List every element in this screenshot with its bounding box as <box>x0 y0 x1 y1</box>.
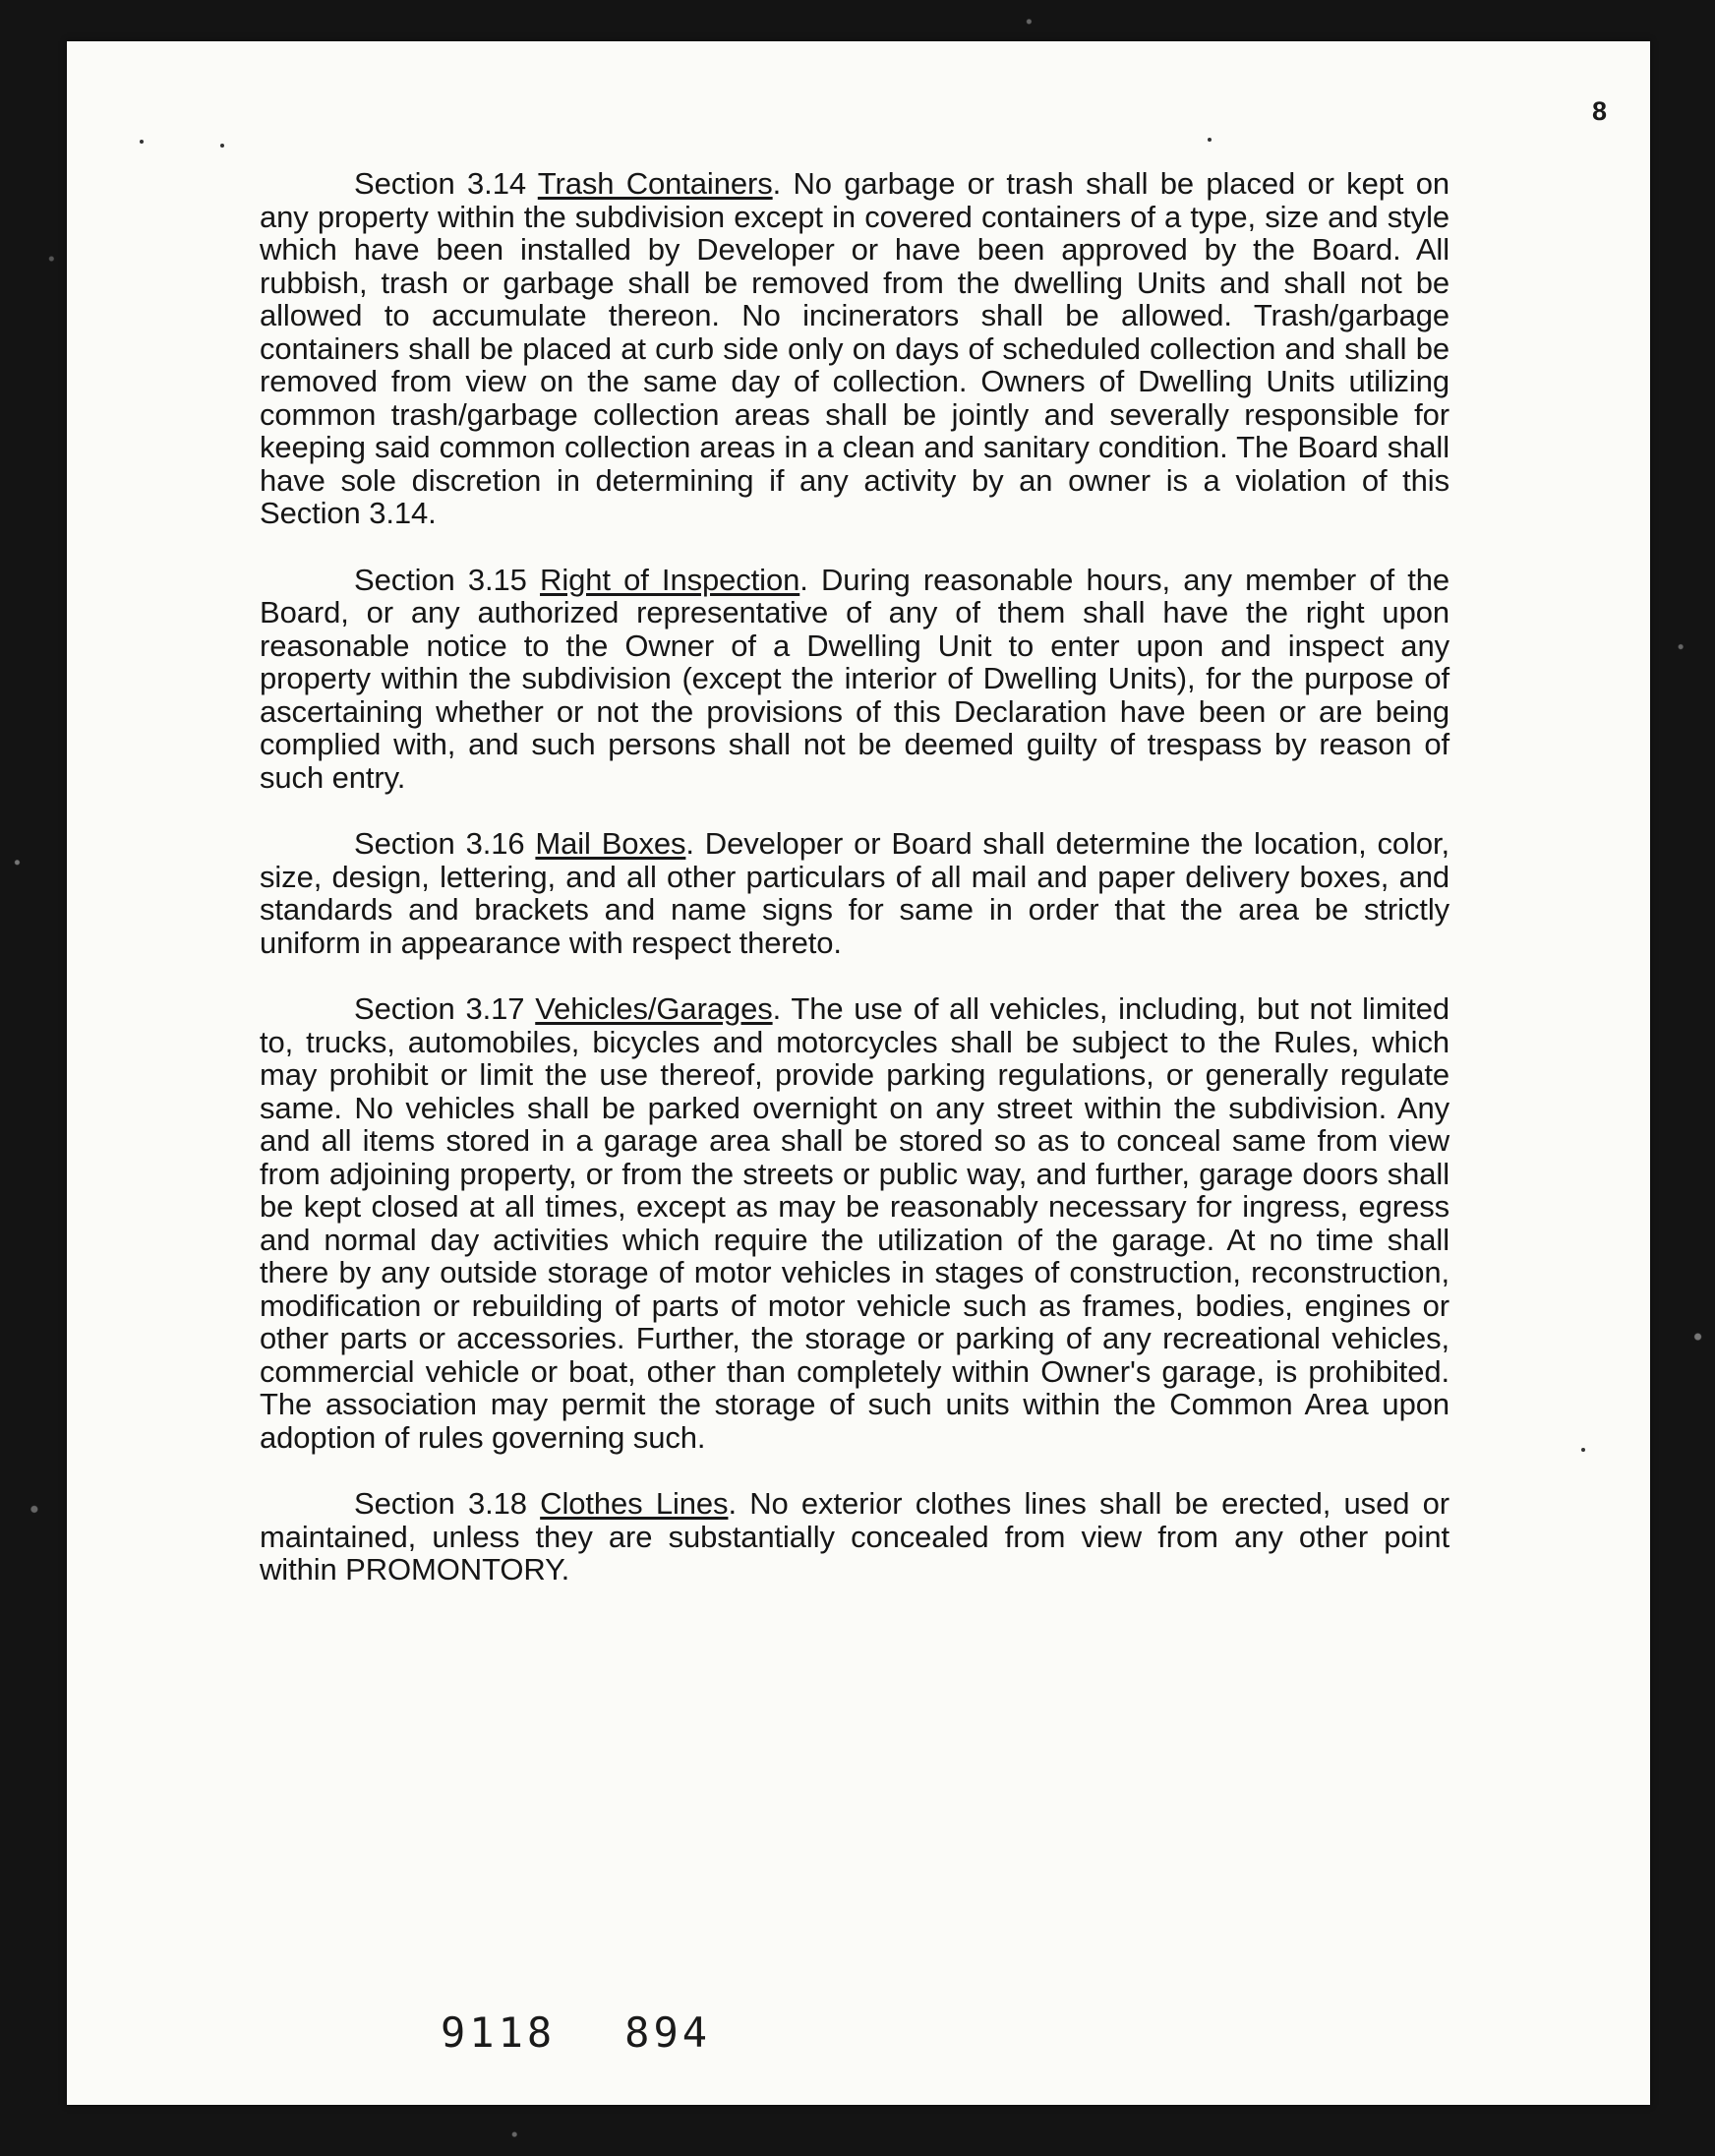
section-3-17: Section 3.17 Vehicles/Garages. The use of all vehicles, including, but not limited to, trucks, automobiles, bicycles and motorcycles shall be subject to the Rules, which may prohibit or limit the use thereof, provide parking regulations, or generally regulate same. No vehicles shall be parked overnight on any street within the subdivision. Any and all items stored in a garage area shall be stored so as to conceal same from view from adjoining property, or from the streets or public way, and further, garage doors shall be kept closed at all times, except as may be reasonably necessary for ingress, egress and normal day activities which require the utilization of the garage. At no time shall there by any outside storage of motor vehicles in stages of construction, reconstruction, modification or rebuilding of parts of motor vehicle such as frames, bodies, engines or other parts or accessories. Further, the storage or parking of any recreational vehicles, commercial vehicle or boat, other than completely within Owner's garage, is prohibited. The association may permit the storage of such units within the Common Area upon adoption of rules governing such. <box>260 991 1450 1455</box>
section-heading: Section 3.14 <box>354 166 526 201</box>
section-text: No exterior clothes lines shall be erected, used or maintained, unless they are substantially concealed from view from any other point within PROMONTORY. <box>260 1486 1449 1587</box>
document-code <box>441 2008 780 2057</box>
scan-speck <box>1208 138 1212 142</box>
section-title: Mail Boxes <box>535 826 686 861</box>
section-title: Right of Inspection <box>540 562 800 597</box>
scan-speck <box>140 140 144 144</box>
scan-speck <box>1581 1448 1585 1452</box>
document-code-left: 9118 <box>441 2008 557 2057</box>
document-page <box>67 41 1650 2105</box>
section-heading: Section 3.18 <box>354 1486 527 1521</box>
page-number: 8 <box>1591 96 1607 126</box>
section-3-14: Section 3.14 Trash Containers. No garbage or trash shall be placed or kept on any property within the subdivision except in covered containers of a type, size and style which have been installed by Developer or have been approved by the Board. All rubbish, trash or garbage shall be removed from the dwelling Units and shall not be allowed to accumulate thereon. No incinerators shall be allowed. Trash/garbage containers shall be placed at curb side only on days of scheduled collection and shall be removed from view on the same day of collection. Owners of Dwelling Units utilizing common trash/garbage collection areas shall be jointly and severally responsible for keeping said common collection areas in a clean and sanitary condition. The Board shall have sole discretion in determining if any activity by an owner is a violation of this Section 3.14. <box>260 166 1449 530</box>
section-text: The use of all vehicles, including, but not limited to, trucks, automobiles, bicycles and motorcycles shall be subject to the Rules, which may prohibit or limit the use thereof, provide parking regulations, or generally regulate same. No vehicles shall be parked overnight on any street within the subdivision. Any and all items stored in a garage area shall be stored so as to conceal same from view from adjoining property, or from the streets or public way, and further, garage doors shall be kept closed at all times, except as may be reasonably necessary for ingress, egress and normal day activities which require the utilization of the garage. At no time shall there by any outside storage of motor vehicles in stages of construction, reconstruction, modification or rebuilding of parts of motor vehicle such as frames, bodies, engines or other parts or accessories. Further, the storage or parking of any recreational vehicles, commercial vehicle or boat, other than completely within Owner's garage, is prohibited. The association may permit the storage of such units within the Common Area upon adoption of rules governing such. <box>260 991 1450 1455</box>
section-3-18: Section 3.18 Clothes Lines. No exterior clothes lines shall be erected, used or maintained, unless they are substantially concealed from view from any other point within PROMONTORY. <box>260 1486 1449 1587</box>
scan-speck <box>220 144 224 148</box>
section-text: During reasonable hours, any member of the Board, or any authorized representative of any of them shall have the right upon reasonable notice to the Owner of a Dwelling Unit to enter upon and inspect any property within the subdivision (except the interior of Dwelling Units), for the purpose of ascertaining whether or not the provisions of this Declaration have been or are being complied with, and such persons shall not be deemed guilty of trespass by reason of such entry. <box>260 562 1449 795</box>
document-code-right: 894 <box>624 2008 712 2057</box>
section-3-16: Section 3.16 Mail Boxes. Developer or Board shall determine the location, color, size, design, lettering, and all other particulars of all mail and paper delivery boxes, and standards and brackets and name signs for same in order that the area be strictly uniform in appearance with respect thereto. <box>260 826 1449 960</box>
section-title: Clothes Lines <box>540 1486 729 1521</box>
section-heading: Section 3.15 <box>354 562 527 597</box>
section-heading: Section 3.17 <box>354 991 525 1026</box>
document-body <box>260 167 1449 1620</box>
section-heading: Section 3.16 <box>354 826 525 861</box>
section-text: Developer or Board shall determine the location, color, size, design, lettering, and all other particulars of all mail and paper delivery boxes, and standards and brackets and name signs for same in order that the area be strictly uniform in appearance with respect thereto. <box>260 826 1449 960</box>
section-text: No garbage or trash shall be placed or kept on any property within the subdivision except in covered containers of a type, size and style which have been installed by Developer or have been approved by the Board. All rubbish, trash or garbage shall be removed from the dwelling Units and shall not be allowed to accumulate thereon. No incinerators shall be allowed. Trash/garbage containers shall be placed at curb side only on days of scheduled collection and shall be removed from view on the same day of collection. Owners of Dwelling Units utilizing common trash/garbage collection areas shall be jointly and severally responsible for keeping said common collection areas in a clean and sanitary condition. The Board shall have sole discretion in determining if any activity by an owner is a violation of this Section 3.14. <box>260 166 1449 530</box>
section-title: Vehicles/Garages <box>535 991 773 1026</box>
section-title: Trash Containers <box>537 166 773 201</box>
section-3-15: Section 3.15 Right of Inspection. During reasonable hours, any member of the Board, or any authorized representative of any of them shall have the right upon reasonable notice to the Owner of a Dwelling Unit to enter upon and inspect any property within the subdivision (except the interior of Dwelling Units), for the purpose of ascertaining whether or not the provisions of this Declaration have been or are being complied with, and such persons shall not be deemed guilty of trespass by reason of such entry. <box>260 562 1449 795</box>
